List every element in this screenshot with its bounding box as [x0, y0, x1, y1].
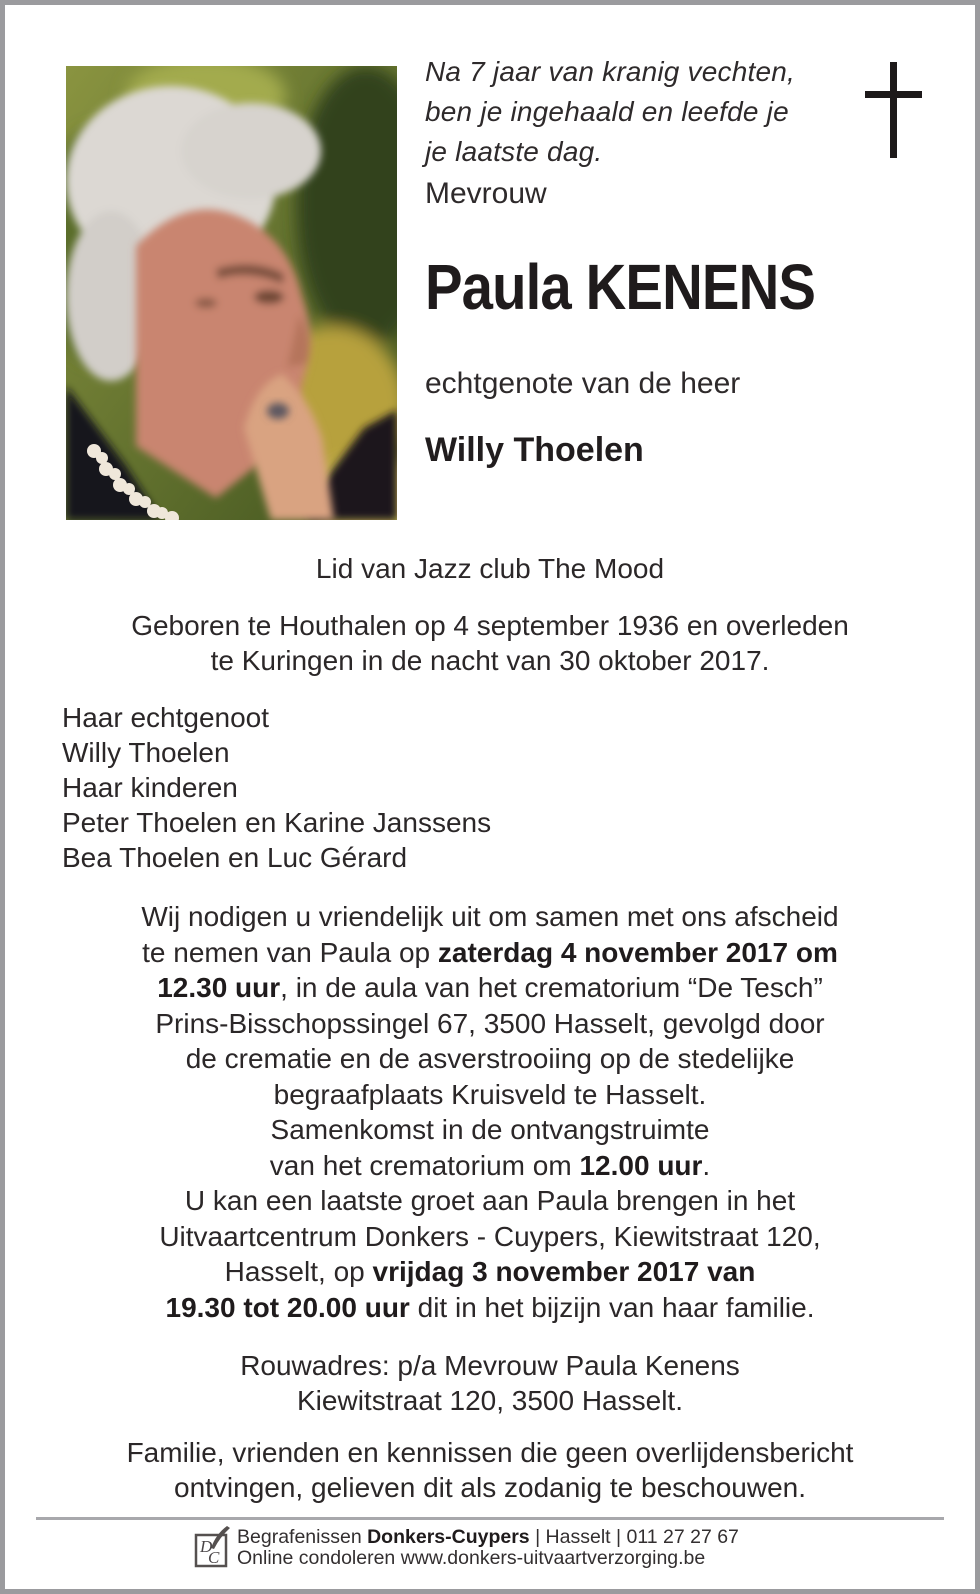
salutation: Mevrouw — [425, 177, 547, 210]
portrait-photo — [66, 66, 397, 520]
deceased-name: Paula KENENS — [425, 251, 816, 323]
notice-paragraph: Familie, vrienden en kennissen die geen overlijdensbericht ontvingen, gelieven dit als zodanig te beschouwen. — [126, 1437, 854, 1503]
memorial-quote: Na 7 jaar van kranig vechten, ben je ingehaald en leefde je je laatste dag. — [425, 56, 796, 167]
spouse-name: Willy Thoelen — [425, 431, 644, 469]
footer-divider — [36, 1517, 944, 1520]
invitation-paragraph: Wij nodigen u vriendelijk uit om samen met ons afscheid te nemen van Paula op zaterdag 4 november 2017 om 12.30 uur, in de aula van het crematorium “De Tesch” Prins-Bisschopssingel 67, 3500 Hasselt, gevolgd door de crematie en de asverstrooiing op de stedelijke begraafplaats Kruisveld te Hasselt. Samenkomst in de ontvangstruimte van het crematorium om 12.00 uur. U kan een laatste groet aan Paula brengen in het Uitvaartcentrum Donkers - Cuypers, Kiewitstraat 120, Hasselt, op vrijdag 3 november 2017 van 19.30 tot 20.00 uur dit in het bijzijn van haar familie. — [141, 901, 839, 1323]
relation-line: echtgenote van de heer — [425, 367, 741, 400]
logo-letter-d: D — [200, 1537, 213, 1556]
mourning-address: Rouwadres: p/a Mevrouw Paula Kenens Kiewitstraat 120, 3500 Hasselt. — [240, 1350, 740, 1416]
logo-letter-c: C — [208, 1548, 220, 1567]
footer-line1: Begrafenissen Donkers-Cuypers | Hasselt | 011 27 27 67 — [237, 1526, 739, 1548]
funeral-home-logo — [193, 1524, 233, 1570]
cross-vertical-bar — [890, 62, 897, 158]
footer-line2: Online condoleren www.donkers-uitvaartverzorging.be — [237, 1546, 706, 1569]
birth-death-lines: Geboren te Houthalen op 4 september 1936 en overleden te Kuringen in de nacht van 30 oktober 2017. — [131, 610, 849, 676]
membership-line: Lid van Jazz club The Mood — [315, 553, 665, 584]
ring — [267, 403, 289, 419]
portrait-photo-art — [66, 66, 397, 520]
family-list: Haar echtgenoot Willy Thoelen Haar kinderen Peter Thoelen en Karine Janssens Bea Thoelen en Luc Gérard — [62, 702, 492, 873]
footer-text — [237, 1527, 739, 1569]
